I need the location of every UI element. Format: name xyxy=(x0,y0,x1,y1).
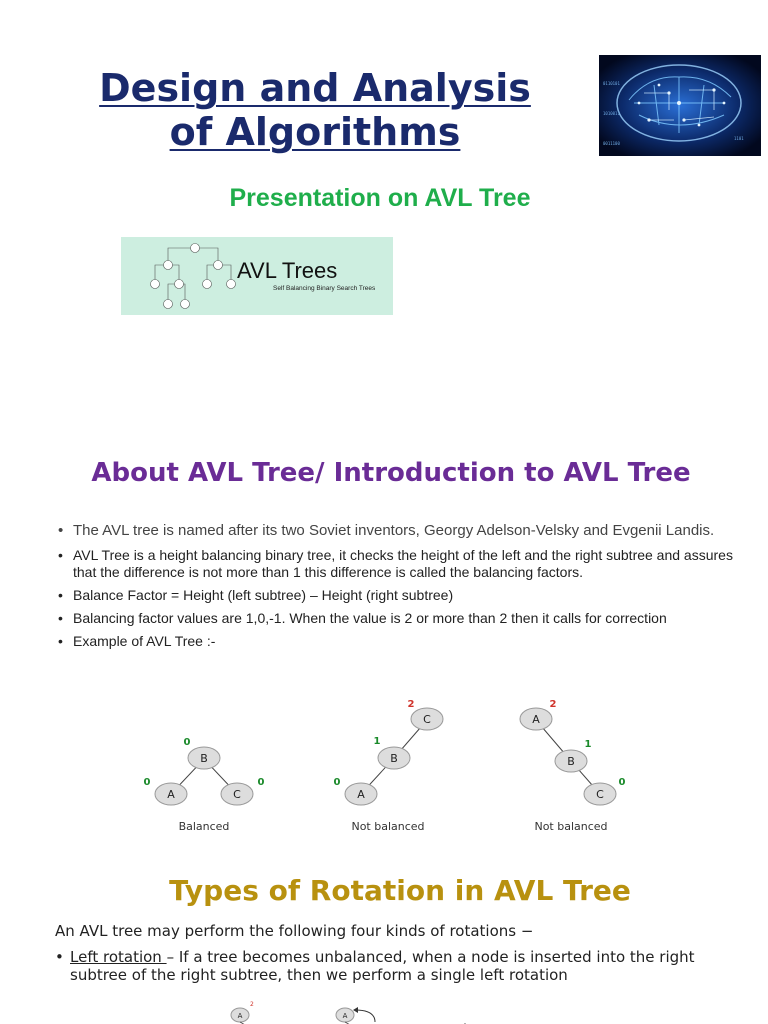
banner-title: AVL Trees xyxy=(237,258,338,283)
left-rotation-bullet xyxy=(55,948,745,984)
bullet-item: • AVL Tree is a height balancing binary tree, it checks the height of the left and the right subtree and assures that the difference is not more than 1 this difference is called the balancing factors. xyxy=(58,547,738,581)
banner-subtitle: Self Balancing Binary Search Trees xyxy=(273,285,376,292)
title-line-1: Design and Analysis xyxy=(99,66,531,110)
svg-text:1010011: 1010011 xyxy=(603,111,620,116)
node-label: C xyxy=(233,788,241,801)
balance-factor: 0 xyxy=(618,777,626,788)
node-label: B xyxy=(390,752,398,765)
node-label: C xyxy=(423,713,431,726)
tree-caption: Not balanced xyxy=(534,820,608,833)
left-rotation-label: Left rotation xyxy=(70,948,167,966)
node-label: A xyxy=(167,788,175,801)
balance-factor: 0 xyxy=(143,777,151,788)
bullet-item: • Balancing factor values are 1,0,-1. When the value is 2 or more than 2 then it calls for correction xyxy=(58,610,738,627)
left-rotation-figure xyxy=(225,1000,485,1024)
balance-factor: 0 xyxy=(257,777,265,788)
node-label: C xyxy=(596,788,604,801)
balance-factor: 2 xyxy=(407,699,415,710)
tree-balanced xyxy=(144,737,265,833)
presentation-subtitle: Presentation on AVL Tree xyxy=(229,184,531,212)
tree-not-balanced-left xyxy=(334,699,443,833)
tree-caption: Not balanced xyxy=(351,820,425,833)
balance-factor: 1 xyxy=(373,736,381,747)
bullet-item: • Balance Factor = Height (left subtree) – Height (right subtree) xyxy=(58,587,738,604)
rotation-types-heading: Types of Rotation in AVL Tree xyxy=(169,874,631,907)
node-label: A xyxy=(357,788,365,801)
left-rotation-text: – If a tree becomes unbalanced, when a node is inserted into the right subtree of the right subtree, then we perform a single left rotation xyxy=(70,948,695,984)
rotation-intro: An AVL tree may perform the following four kinds of rotations − xyxy=(55,922,534,940)
circuit-brain-image xyxy=(599,55,761,156)
bullet-item: • Example of AVL Tree :- xyxy=(58,633,738,650)
balance-factor: 2 xyxy=(250,1001,254,1008)
balance-factor: 0 xyxy=(333,777,341,788)
main-title xyxy=(60,66,570,154)
balance-factor: 1 xyxy=(584,739,592,750)
avl-tree-examples xyxy=(130,692,650,840)
svg-text:0110101: 0110101 xyxy=(603,81,620,86)
bullet-item: • The AVL tree is named after its two Soviet inventors, Georgy Adelson-Velsky and Evgenii Landis. xyxy=(58,522,738,539)
title-line-2: of Algorithms xyxy=(169,110,461,154)
node-label: B xyxy=(567,755,575,768)
about-heading: About AVL Tree/ Introduction to AVL Tree xyxy=(91,458,691,488)
svg-text:1101: 1101 xyxy=(734,136,744,141)
node-label: A xyxy=(532,713,540,726)
node-label: A xyxy=(237,1012,243,1020)
node-label: A xyxy=(342,1012,348,1020)
about-bullet-list xyxy=(58,522,738,656)
node-label: B xyxy=(200,752,208,765)
balance-factor: 0 xyxy=(183,737,191,748)
balance-factor: 2 xyxy=(549,699,557,710)
svg-text:0011100: 0011100 xyxy=(603,141,620,146)
tree-caption: Balanced xyxy=(178,820,230,833)
tree-not-balanced-right xyxy=(520,699,626,833)
bullet-dot: • xyxy=(55,948,64,966)
